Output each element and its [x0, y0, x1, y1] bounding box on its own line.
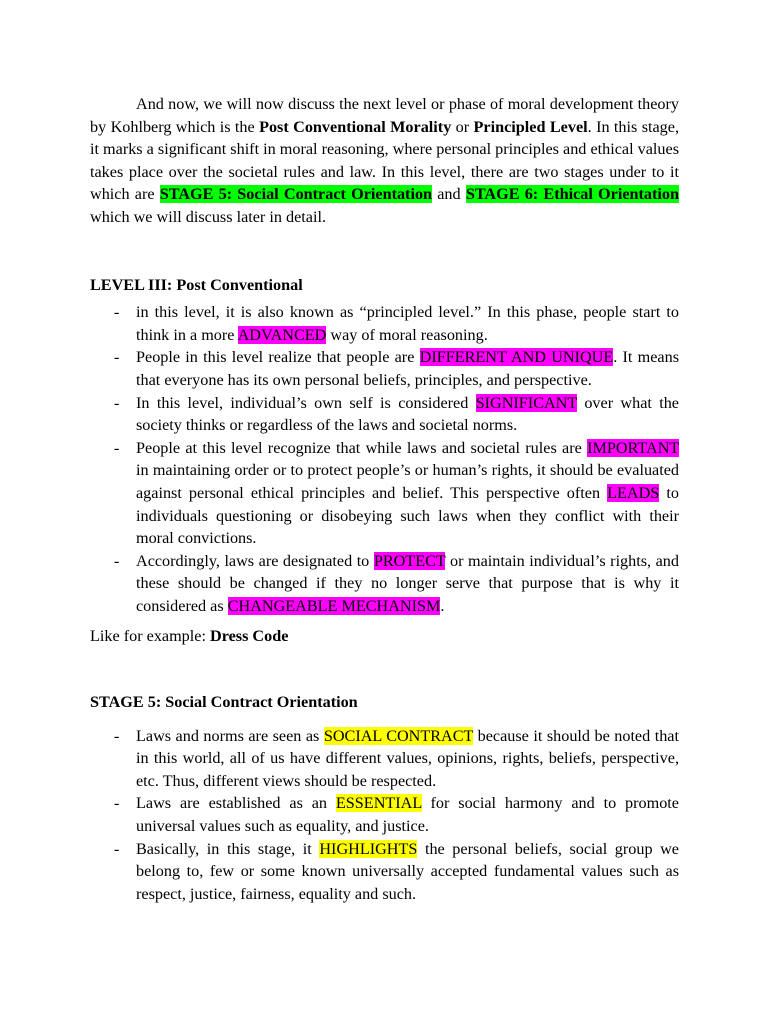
highlight-keyword: DIFFERENT AND UNIQUE	[419, 348, 614, 367]
highlight-keyword: ESSENTIAL	[335, 794, 422, 813]
example-line	[90, 625, 679, 648]
bullet-item	[90, 301, 679, 346]
bullet-text: or maintain individual’s rights, and these should be changed if they no longer serve that purpose that is why it considered as	[136, 551, 679, 615]
bullet-text: because it should be noted that in this world, all of us have different values, opinions, rights, beliefs, perspective, etc. Thus, different views should be respected.	[136, 726, 679, 790]
bullet-item	[90, 725, 679, 793]
highlight-keyword: IMPORTANT	[587, 438, 679, 457]
highlight-keyword: ADVANCED	[237, 325, 327, 344]
bullet-item	[90, 792, 679, 837]
intro-text: or	[451, 117, 474, 136]
highlight-keyword: HIGHLIGHTS	[319, 839, 418, 858]
intro-text: And now, we will now discuss the next level or phase of moral development theory by Kohlberg which is the	[90, 95, 679, 136]
highlight-keyword: SIGNIFICANT	[475, 393, 577, 412]
highlight-stage-6: STAGE 6: Ethical Orientation	[465, 185, 679, 204]
bullet-text: In this level, individual’s own self is considered	[136, 393, 476, 412]
bullet-item	[90, 550, 679, 618]
example-label: Like for example:	[90, 627, 211, 646]
stage-5-bullet-list	[90, 725, 679, 906]
bullet-text: to individuals questioning or disobeying such laws when they conflict with their moral convictions.	[136, 483, 680, 548]
bullet-text: for social harmony and to promote universal values such as equality, and justice.	[136, 794, 679, 836]
bullet-text: way of moral reasoning.	[326, 325, 488, 344]
highlight-keyword: CHANGEABLE MECHANISM	[227, 596, 441, 615]
bullet-text: in this level, it is also known as “principled level.” In this phase, people start to think in a more	[136, 303, 679, 344]
bullet-item	[90, 392, 679, 437]
bullet-text: .	[440, 596, 445, 615]
bullet-text: People at this level recognize that while laws and societal rules are	[136, 438, 588, 457]
bullet-text: in maintaining order or to protect people’s or human’s rights, it should be evaluated against personal ethical principles and belief. This perspective often	[136, 461, 679, 502]
highlight-keyword: LEADS	[607, 483, 660, 502]
bullet-text: Laws and norms are seen as	[136, 726, 324, 745]
highlight-keyword: PROTECT	[373, 551, 446, 570]
bullet-text: Basically, in this stage, it	[136, 839, 320, 858]
intro-text: and	[432, 185, 466, 204]
highlight-keyword: SOCIAL CONTRACT	[323, 726, 474, 745]
intro-text: . In this stage, it marks a significant shift in moral reasoning, where personal principles and ethical values takes place over the societal rules and law. In this level, there are two stages under to it which are	[90, 117, 680, 204]
bullet-text: over what the society thinks or regardless of the laws and societal norms.	[136, 393, 679, 435]
bullet-text: . It means that everyone has its own personal beliefs, principles, and perspective.	[136, 348, 679, 389]
highlight-stage-5: STAGE 5: Social Contract Orientation	[159, 185, 433, 204]
bullet-item	[90, 346, 679, 391]
bullet-text: Accordingly, laws are designated to	[136, 551, 374, 570]
stage-5-heading: STAGE 5: Social Contract Orientation	[90, 693, 358, 712]
bullet-text: Laws are established as an	[136, 794, 336, 813]
bullet-text: People in this level realize that people are	[136, 348, 420, 367]
level-3-heading: LEVEL III: Post Conventional	[90, 275, 303, 294]
intro-bold-term: Post Conventional Morality	[259, 117, 452, 136]
bullet-item	[90, 838, 679, 906]
bullet-text: the personal beliefs, social group we belong to, few or some known universally accepted fundamental values such as respect, justice, fairness, equality and such.	[136, 839, 679, 903]
example-value: Dress Code	[210, 627, 289, 646]
intro-bold-term: Principled Level	[473, 117, 588, 136]
intro-paragraph	[90, 93, 679, 229]
intro-text: which we will discuss later in detail.	[90, 207, 327, 226]
bullet-item	[90, 437, 679, 550]
level-3-bullet-list	[90, 301, 679, 617]
